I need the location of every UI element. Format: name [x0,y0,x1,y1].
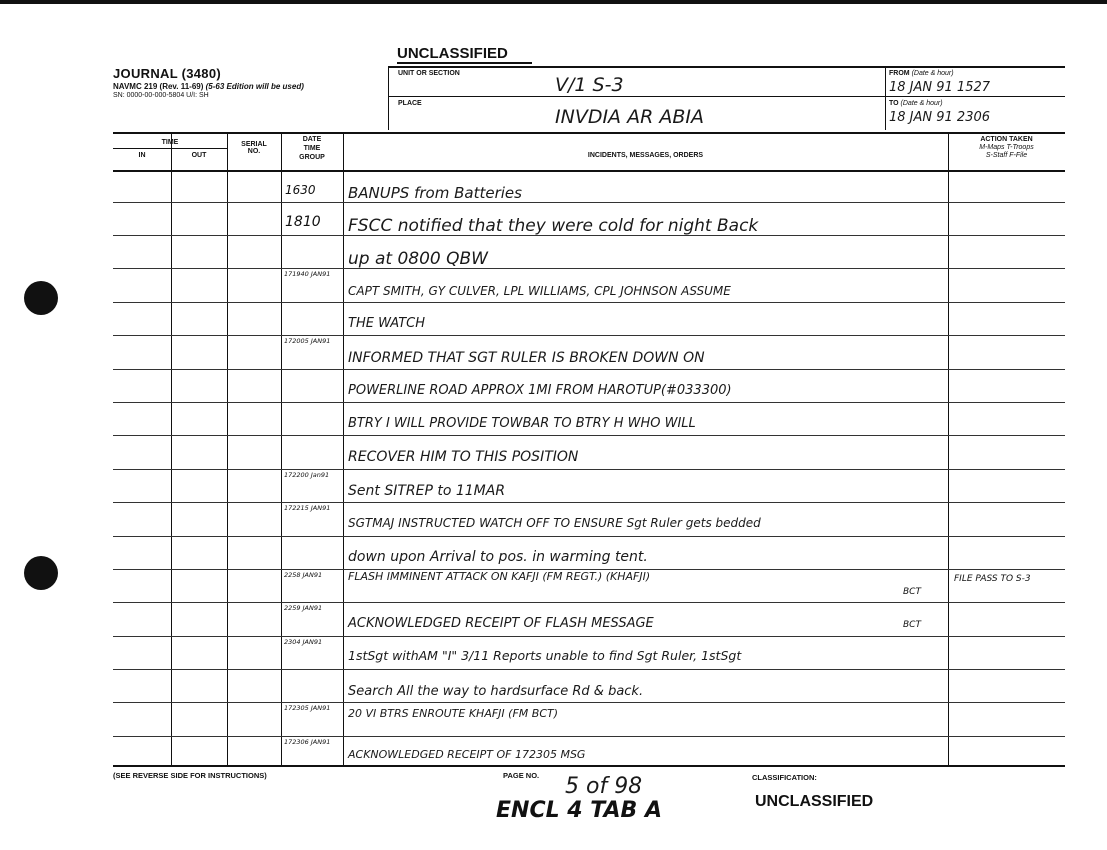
unit-value: V/1 S-3 [555,74,624,96]
reverse-note: (SEE REVERSE SIDE FOR INSTRUCTIONS) [113,771,267,780]
col-incidents: INCIDENTS, MESSAGES, ORDERS [587,152,704,159]
row-text: FLASH IMMINENT ATTACK ON KAFJI (FM REGT.) (KHAFJI) [348,570,651,583]
header-row-rule [388,96,1065,97]
from-label: FROM (Date & hour) [889,70,954,77]
row-dtg: 172306 JAN91 [284,738,331,746]
place-label: PLACE [398,100,422,107]
enclosure-mark: ENCL 4 TAB A [496,798,663,823]
col-time: TIME [161,139,179,146]
row-text: RECOVER HIM TO THIS POSITION [348,449,579,465]
to-label: TO (Date & hour) [889,100,943,107]
row-text: Search All the way to hardsurface Rd & back. [348,684,644,699]
form-sn: SN: 0000-00-000-5804 U/I: SH [113,92,209,99]
row-dtg: 172215 JAN91 [284,504,331,512]
row-rule [113,435,1065,436]
row-rule [113,669,1065,670]
classification-bottom: UNCLASSIFIED [755,793,874,810]
row-text: Sent SITREP to 11MAR [348,483,506,499]
row-note: BCT [903,620,921,630]
page-label: PAGE NO. [503,771,540,780]
row-text: 20 VI BTRS ENROUTE KHAFJI (FM BCT) [348,707,559,720]
form-top-rule [113,132,1065,134]
form-title: JOURNAL (3480) [113,66,221,81]
row-dtg: 172305 JAN91 [284,704,331,712]
row-text: ACKNOWLEDGED RECEIPT OF FLASH MESSAGE [348,616,654,631]
col-rule-dtg [281,132,282,766]
row-text: BTRY I WILL PROVIDE TOWBAR TO BTRY H WHO WILL [348,416,696,431]
row-dtg: 171940 JAN91 [284,270,331,278]
col-rule-action [948,132,949,766]
header-mid-rule [885,66,886,130]
journal-form [113,132,1065,766]
row-dtg: 1630 [285,183,316,197]
row-action: FILE PASS TO S-3 [954,574,1031,584]
row-rule [113,502,1065,503]
row-dtg: 2304 JAN91 [284,638,323,646]
to-value: 18 JAN 91 2306 [889,110,991,125]
row-text: SGTMAJ INSTRUCTED WATCH OFF TO ENSURE Sgt Ruler gets bedded [348,516,761,530]
row-text: 1stSgt withAM "I" 3/11 Reports unable to find Sgt Ruler, 1stSgt [348,648,742,663]
row-rule [113,636,1065,637]
row-dtg: 2259 JAN91 [284,604,323,612]
row-dtg: 172200 Jan91 [284,471,330,479]
classification-label: CLASSIFICATION: [752,773,817,782]
time-split-rule [113,148,227,149]
col-rule-in-out [171,132,172,766]
place-value: INVDIA AR ABIA [555,106,704,128]
row-text: down upon Arrival to pos. in warming tent. [348,549,648,565]
from-value: 18 JAN 91 1527 [889,80,991,95]
row-text: up at 0800 QBW [348,249,488,269]
form-header [113,66,304,99]
row-rule [113,536,1065,537]
form-header-rule [113,170,1065,172]
col-action: ACTION TAKEN M-Maps T-Troops S-Staff F-File [979,136,1034,159]
row-rule [113,602,1065,603]
row-rule [113,736,1065,737]
col-in: IN [138,152,146,159]
row-dtg: 1810 [285,214,321,230]
col-dtg: DATE TIME GROUP [299,136,325,161]
row-rule [113,202,1065,203]
classification-top: UNCLASSIFIED [397,45,508,62]
form-number: NAVMC 219 (Rev. 11-69) (5-63 Edition will be used) [113,82,304,91]
punch-hole [24,281,58,315]
row-note: BCT [903,587,921,597]
col-rule-incidents [343,132,344,766]
page-value: 5 of 98 [565,774,643,799]
row-text: ACKNOWLEDGED RECEIPT OF 172305 MSG [348,748,586,761]
row-rule [113,302,1065,303]
classification-underline [397,62,532,64]
row-rule [113,402,1065,403]
row-rule [113,268,1065,269]
col-serial: SERIAL NO. [241,141,267,155]
punch-hole [24,556,58,590]
row-rule [113,469,1065,470]
row-text: BANUPS from Batteries [348,184,522,202]
form-bottom-rule [113,765,1065,767]
col-rule-serial [227,132,228,766]
row-dtg: 172005 JAN91 [284,337,331,345]
row-dtg: 2258 JAN91 [284,571,323,579]
row-text: POWERLINE ROAD APPROX 1MI FROM HAROTUP(#033300) [348,383,732,398]
row-text: CAPT SMITH, GY CULVER, LPL WILLIAMS, CPL JOHNSON ASSUME [348,284,731,298]
row-text: INFORMED THAT SGT RULER IS BROKEN DOWN ON [348,350,705,366]
top-border [0,0,1107,4]
col-out: OUT [191,152,207,159]
row-rule [113,369,1065,370]
row-rule [113,335,1065,336]
row-rule [113,702,1065,703]
header-top-rule [388,66,1065,68]
row-text: THE WATCH [348,316,426,331]
row-text: FSCC notified that they were cold for night Back [348,216,759,236]
unit-label: UNIT OR SECTION [398,70,460,77]
header-left-rule [388,66,389,130]
